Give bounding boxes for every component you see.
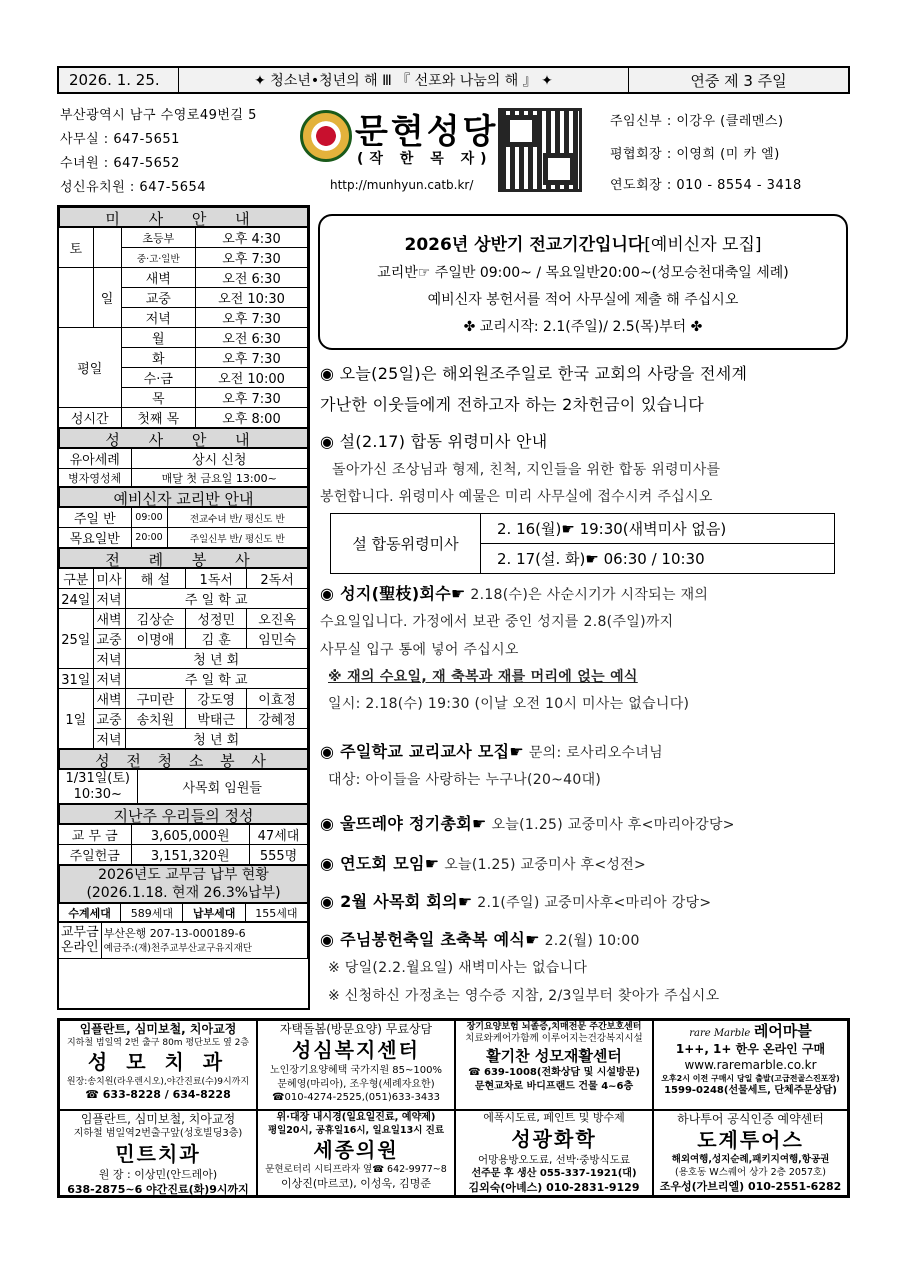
sacrament-name: 유아세례 (59, 449, 131, 469)
notice-title-tag: [예비신자 모집] (644, 235, 762, 255)
table-cell: 박태근 (186, 709, 247, 729)
liturgical-week: 연중 제 3 주일 (628, 68, 848, 92)
table-cell: 청 년 회 (125, 649, 308, 669)
sun-label: 일 (93, 268, 121, 328)
notice-item (320, 808, 850, 839)
table-cell: 수계세대 (59, 904, 121, 922)
ad-title: 활기찬 성모재활센터 (486, 1046, 622, 1065)
ad-dogye-tours[interactable] (653, 1110, 848, 1196)
notice-item (320, 736, 850, 795)
notice-text: ※ 재의 수요일, 재 축복과 재를 머리에 얹는 예식 (328, 668, 638, 685)
notice-item (320, 886, 850, 917)
offering-type: 교 무 금 (59, 825, 131, 845)
notice-text: 돌아가신 조상님과 형제, 친척, 지인들을 위한 합동 위령미사를 (332, 462, 721, 479)
table-cell: 교중 (93, 709, 125, 729)
online-table (59, 922, 308, 959)
ad-title: 성심복지센터 (292, 1038, 420, 1063)
notice-item (320, 358, 850, 420)
church-name: 문현성당 (355, 112, 499, 152)
tithe-title (59, 865, 308, 903)
ad-line: 하나투어 공식인증 예약센터 (677, 1112, 824, 1126)
ad-line: 노인장기요양혜택 국가지원 85~100% (270, 1065, 442, 1077)
table-cell: 저녁 (93, 729, 125, 749)
church-url[interactable]: http://munhyun.catb.kr/ (330, 178, 474, 192)
qr-code-icon[interactable] (498, 108, 582, 192)
notice-item (320, 426, 850, 512)
mass-time: 오후 7:30 (196, 348, 308, 368)
offering-count: 555명 (250, 845, 308, 865)
notice-text: ※ 신청하신 가정초는 영수증 지참, 2/3일부터 찾아가 주십시오 (328, 987, 720, 1004)
sat-label: 토 (59, 228, 93, 268)
mass-time: 오전 10:00 (196, 368, 308, 388)
notice-text: 2.1(주일) 교중미사후<마리아 강당> (472, 895, 712, 911)
online-label (59, 923, 101, 959)
service-date: 31일 (59, 669, 93, 689)
online-label-1: 교무금 (61, 925, 99, 941)
ad-line: 원 장 : 이상민(안드레아) (98, 1167, 218, 1181)
ad-seongsim-welfare[interactable] (257, 1020, 455, 1110)
ad-phone: 638-2875~6 야간진료(화)9시까지 (67, 1182, 249, 1196)
class-name: 목요일반 (59, 528, 131, 548)
ad-line: 임플란트, 심미보철, 치아교정 (80, 1112, 236, 1126)
office-phone: 사무실 : 647-5651 (60, 132, 180, 147)
ad-title: 민트치과 (115, 1141, 201, 1166)
table-cell: 김 훈 (186, 629, 247, 649)
table-cell: 155세대 (245, 904, 307, 922)
online-label-2: 온라인 (61, 939, 99, 955)
cleaning-team: 사목회 임원들 (137, 770, 308, 804)
ad-line: 임플란트, 심미보철, 치아교정 (79, 1022, 237, 1036)
service-date: 1일 (59, 689, 93, 749)
table-cell: 이효정 (247, 689, 308, 709)
ad-line: 원장:송치원(라우렌시오),야간진료(수)9시까지 (66, 1077, 250, 1088)
tithe-table (59, 903, 308, 922)
ad-sejong-clinic[interactable] (257, 1110, 455, 1196)
table-cell: 강혜정 (247, 709, 308, 729)
table-cell: 주 일 학 교 (125, 669, 308, 689)
ad-seongmo-dental[interactable] (59, 1020, 257, 1110)
ad-line: 문현교차로 바디프랜드 건물 4~6층 (474, 1080, 634, 1092)
ad-line: 오후2시 이전 구매시 당일 출발(고급전골스진포장) (661, 1073, 840, 1083)
cleaning-date: 1/31일(토) 10:30~ (59, 770, 137, 804)
memorial-time: 2. 16(월)☛ 19:30(새벽미사 없음) (481, 514, 835, 544)
memorial-mass-table (330, 513, 835, 574)
mass-name: 초등부 (121, 228, 196, 248)
mass-time: 오전 10:30 (196, 288, 308, 308)
notice-item (320, 578, 850, 718)
table-cell: 주 일 학 교 (125, 589, 308, 609)
year-theme: ✦ 청소년•청년의 해 Ⅲ 『 선포와 나눔의 해 』 ✦ (254, 73, 553, 89)
table-cell: 새벽 (93, 609, 125, 629)
table-cell: 강도영 (186, 689, 247, 709)
bulletin-date: 2026. 1. 25. (59, 68, 179, 92)
ad-phone: ☎ 639-1008(전화상담 및 시설방문) (468, 1067, 640, 1079)
mass-name: 화 (121, 348, 196, 368)
left-column (57, 205, 310, 1010)
ad-phone: 1599-0248(선물세트, 단체주문상담) (664, 1085, 837, 1097)
notice-line: ✤ 교리시작: 2.1(주일)/ 2.5(목)부터 ✤ (463, 319, 703, 335)
ad-phone: 김외숙(아녜스) 010-2831-9129 (468, 1180, 640, 1194)
offering-amount: 3,605,000원 (131, 825, 250, 845)
notice-heading: ◉ 주님봉헌축일 초축복 예식☛ (320, 930, 540, 949)
tithe-title-line2: (2026.1.18. 현재 26.3%납부) (86, 885, 281, 901)
sacrament-name: 병자영성체 (59, 469, 131, 487)
council-president: 평협회장 : 이영희 (미 카 엘) (610, 147, 780, 162)
mass-name: 월 (121, 328, 196, 348)
catechumen-title: 예비신자 교리반 안내 (59, 487, 308, 507)
notice-text: 사무실 입구 통에 넣어 주십시오 (320, 641, 519, 658)
class-time: 09:00 (131, 508, 167, 528)
table-cell: 이명애 (125, 629, 186, 649)
notice-text: 수요일입니다. 가정에서 보관 중인 성지를 2.8(주일)까지 (320, 614, 674, 631)
evangelization-notice (318, 214, 848, 350)
ad-line: 이상진(마르코), 이성욱, 김명준 (280, 1177, 432, 1191)
ad-line: 지하철 범일역 2번 출구 80m 평단보도 옆 2층 (66, 1038, 250, 1049)
ad-line: (용호동 W스퀘어 상가 2층 2057호) (675, 1167, 826, 1178)
class-teacher: 주일신부 반/ 평신도 반 (167, 528, 308, 548)
ad-line: 위·대장 내시경(일요일진료, 예약제) (276, 1112, 436, 1123)
bank-info (101, 923, 307, 959)
mass-time: 오후 7:30 (196, 388, 308, 408)
table-cell: 김상순 (125, 609, 186, 629)
mass-table (59, 227, 308, 428)
table-cell: 저녁 (93, 649, 125, 669)
ad-phone: 조우성(가브리엘) 010-2551-6282 (659, 1179, 842, 1193)
convent-phone: 수녀원 : 647-5652 (60, 156, 180, 171)
ad-line: 지하철 범일역2번출구앞(성호빌딩3층) (73, 1128, 243, 1140)
offering-table (59, 824, 308, 865)
offering-type: 주일헌금 (59, 845, 131, 865)
memorial-label: 설 합동위령미사 (331, 514, 481, 574)
notice-line: 예비신자 봉헌서를 적어 사무실에 제출 해 주십시오 (427, 292, 739, 308)
cleaning-table (59, 769, 308, 804)
ad-line: 해외여행,성지순례,패키지여행,항공권 (671, 1154, 830, 1166)
notice-text: 오늘(1.25) 교중미사 후<마리아강당> (486, 817, 735, 833)
mass-time: 오후 7:30 (196, 308, 308, 328)
mass-time: 오후 7:30 (196, 248, 308, 268)
ad-line: 치료와케어가함께 이루어지는건강복지시설 (465, 1033, 643, 1045)
ad-mint-dental[interactable] (59, 1110, 257, 1196)
parish-seal-icon (300, 110, 352, 162)
col-header: 해 설 (125, 569, 186, 589)
table-cell: 납부세대 (183, 904, 245, 922)
mass-name: 교중 (121, 288, 196, 308)
notice-line: 교리반☞ 주일반 09:00~ / 목요일반20:00~(성모승천대축일 세례) (377, 265, 789, 281)
notice-text: 봉헌합니다. 위령미사 예물은 미리 사무실에 접수시켜 주십시오 (320, 489, 713, 506)
mass-name: 저녁 (121, 308, 196, 328)
service-date: 25일 (59, 609, 93, 669)
ad-title: 레어마블 (753, 1022, 812, 1040)
ad-title: 세종의원 (313, 1138, 399, 1163)
account-holder: 예금주:(재)천주교부산교구유지재단 (103, 942, 252, 954)
notice-heading: ◉ 2월 사목회 회의☛ (320, 892, 473, 911)
table-cell: 청 년 회 (125, 729, 308, 749)
notice-text: 2.18(수)은 사순시기가 시작되는 재의 (465, 587, 709, 603)
table-cell: 589세대 (121, 904, 183, 922)
offering-count: 47세대 (250, 825, 308, 845)
notice-text: 오늘(1.25) 교중미사 후<성전> (439, 857, 647, 873)
mass-name: 수·금 (121, 368, 196, 388)
ad-phone: ☎010-4274-2525,(051)633-3433 (272, 1092, 440, 1104)
sacrament-info: 매달 첫 금요일 13:00~ (131, 469, 308, 487)
notice-text: 일시: 2.18(수) 19:30 (이날 오전 10시 미사는 없습니다) (328, 696, 690, 713)
notice-text: ◉ 오늘(25일)은 해외원조주일로 한국 교회의 사랑을 전세계 (320, 364, 748, 383)
table-cell: 성정민 (186, 609, 247, 629)
mass-time: 오후 8:00 (196, 408, 308, 428)
notice-text: 문의: 로사리오수녀님 (524, 745, 664, 761)
col-header: 구분 (59, 569, 93, 589)
table-cell: 교중 (93, 629, 125, 649)
notice-title: 2026년 상반기 전교기간입니다 (404, 235, 645, 255)
adoration-label: 성시간 (59, 408, 121, 428)
pastor: 주임신부 : 이강우 (클레멘스) (610, 114, 784, 129)
bank-account: 부산은행 207-13-000189-6 (103, 927, 246, 941)
table-cell: 임민숙 (247, 629, 308, 649)
class-teacher: 전교수녀 반/ 평신도 반 (167, 508, 308, 528)
mass-name: 목 (121, 388, 196, 408)
class-time: 20:00 (131, 528, 167, 548)
offering-title: 지난주 우리들의 정성 (59, 804, 308, 824)
class-name: 주일 반 (59, 508, 131, 528)
sacrament-table (59, 448, 308, 487)
col-header: 미사 (93, 569, 125, 589)
church-subtitle: (작 한 목 자) (357, 151, 493, 167)
weekday-label: 평일 (59, 328, 121, 408)
ad-line: 에폭시도료, 페인트 및 방수제 (483, 1111, 625, 1124)
ad-line: 문혜영(마리아), 조우형(세례자요한) (277, 1078, 435, 1090)
ad-phone: ☎ 633-8228 / 634-8228 (85, 1088, 231, 1102)
notice-text: ※ 당일(2.2.월요일) 새벽미사는 없습니다 (328, 960, 588, 977)
requiem-president: 연도회장 : 010 - 8554 - 3418 (610, 178, 802, 193)
offering-amount: 3,151,320원 (131, 845, 250, 865)
notice-text: 2.2(월) 10:00 (539, 933, 640, 949)
table-cell: 오진옥 (247, 609, 308, 629)
mass-title: 미 사 안 내 (59, 207, 308, 227)
notice-text: 가난한 이웃들에게 전하고자 하는 2차헌금이 있습니다 (320, 395, 705, 415)
ad-seongmo-rehab[interactable] (455, 1020, 653, 1110)
notice-heading: ◉ 성지(聖枝)회수☛ (320, 584, 466, 603)
mass-name: 첫째 목 (121, 408, 196, 428)
notice-text: ◉ 설(2.17) 합동 위령미사 안내 (320, 432, 548, 451)
memorial-time: 2. 17(설. 화)☛ 06:30 / 10:30 (481, 544, 835, 574)
mass-name: 새벽 (121, 268, 196, 288)
liturgy-table (59, 568, 308, 749)
mass-time: 오후 4:30 (196, 228, 308, 248)
sacrament-title: 성 사 안 내 (59, 428, 308, 448)
ad-logo: rare Marble (689, 1028, 751, 1039)
ad-line: 장기요양보험 뇌졸증,치매전문 주간보호센터 (466, 1022, 642, 1032)
ad-line: 평일20시, 공휴일16시, 일요일13시 진료 (267, 1124, 445, 1136)
service-date: 24일 (59, 589, 93, 609)
ad-phone: 문현로터리 시티프라자 옆☎ 642-9977~8 (265, 1164, 447, 1176)
ad-line: 1++, 1+ 한우 온라인 구매 (675, 1042, 826, 1057)
tithe-title-line1: 2026년도 교무금 납부 현황 (98, 867, 269, 883)
table-cell: 저녁 (93, 669, 125, 689)
ad-seonggwang-chemical[interactable] (455, 1110, 653, 1196)
mass-time: 오전 6:30 (196, 268, 308, 288)
mass-time: 오전 6:30 (196, 328, 308, 348)
table-cell: 새벽 (93, 689, 125, 709)
notice-heading: ◉ 주일학교 교리교사 모집☛ (320, 742, 525, 761)
sacrament-info: 상시 신청 (131, 449, 308, 469)
mass-name: 중·고·일반 (121, 248, 196, 268)
col-header: 1독서 (186, 569, 247, 589)
ad-phone: 선주문 후 생산 055-337-1921(대) (471, 1168, 637, 1180)
notice-text: 대상: 아이들을 사랑하는 누구나(20~40대) (328, 772, 602, 789)
ad-line: 자택돌봄(방문요양) 무료상담 (279, 1022, 433, 1036)
top-banner (57, 66, 850, 94)
liturgy-title: 전 례 봉 사 (59, 548, 308, 568)
ads-section (57, 1018, 850, 1198)
address: 부산광역시 남구 수영로49번길 5 (60, 108, 257, 123)
ad-url[interactable]: www.raremarble.co.kr (684, 1058, 817, 1073)
ad-title: 도계투어스 (697, 1128, 804, 1153)
ad-title: 성광화학 (511, 1126, 597, 1151)
ad-raremarble[interactable] (653, 1020, 848, 1110)
notice-item (320, 848, 850, 879)
table-cell: 저녁 (93, 589, 125, 609)
table-cell: 구미란 (125, 689, 186, 709)
ad-title: 성 모 치 과 (87, 1050, 229, 1075)
col-header: 2독서 (247, 569, 308, 589)
kindergarten-phone: 성신유치원 : 647-5654 (60, 180, 207, 195)
cleaning-title: 성 전 청 소 봉 사 (59, 749, 308, 769)
table-cell: 송치원 (125, 709, 186, 729)
ad-line: 어망용방오도료, 선박·중방식도료 (477, 1153, 630, 1166)
notice-item (320, 924, 850, 1010)
catechumen-table (59, 507, 308, 548)
notice-heading: ◉ 울뜨레야 정기총회☛ (320, 814, 487, 833)
notice-heading: ◉ 연도회 모임☛ (320, 854, 440, 873)
